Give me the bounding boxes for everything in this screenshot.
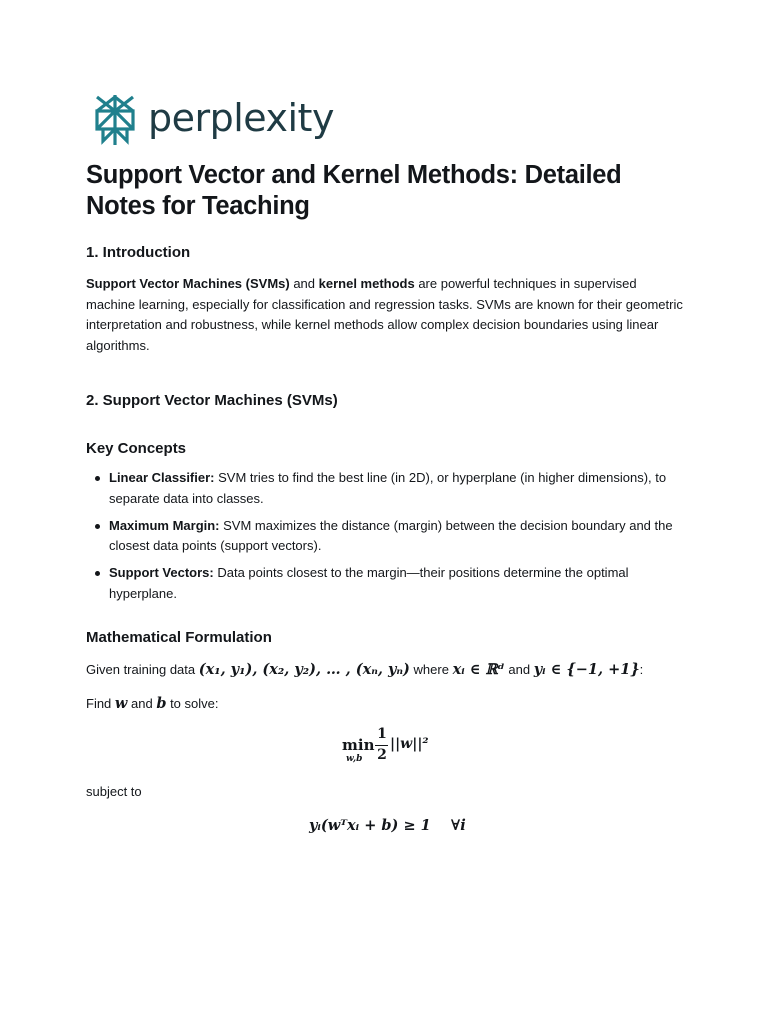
list-item-text: SVM tries to find the best line (in 2D), or hyperplane (in higher dimensions), to separate data into classes. <box>109 470 667 506</box>
w-symbol: w <box>114 695 128 712</box>
given-training-data-line <box>86 660 643 680</box>
fraction-numerator: 1 <box>377 726 387 742</box>
and-text: and <box>504 662 534 677</box>
x-domain-math: xᵢ ∈ ℝᵈ <box>452 661 505 678</box>
list-item <box>86 468 686 509</box>
min-operator: min <box>342 736 375 754</box>
key-concepts-list <box>86 468 686 611</box>
list-item <box>86 563 686 604</box>
subheading-key-concepts: Key Concepts <box>86 440 187 457</box>
find-and: and <box>127 696 157 711</box>
list-item-term: Support Vectors: <box>109 565 214 581</box>
where-text: where <box>409 662 453 677</box>
colon: : <box>639 662 644 677</box>
term-svms: Support Vector Machines (SVMs) <box>86 276 290 291</box>
objective-equation <box>342 726 452 770</box>
given-prefix: Given training data <box>86 662 199 677</box>
list-item <box>86 516 686 557</box>
intro-text-1: and <box>289 276 319 291</box>
section-heading-svms: 2. Support Vector Machines (SVMs) <box>86 392 338 409</box>
list-item-term: Maximum Margin: <box>109 517 220 533</box>
find-prefix: Find <box>86 696 115 711</box>
training-data-math: (x₁, y₁), (x₂, y₂), … , (xₙ, yₙ) <box>198 661 410 678</box>
find-line <box>86 694 218 714</box>
b-symbol: b <box>156 695 167 712</box>
constraint-equation: yᵢ(wᵀxᵢ + b) ≥ 1 ∀i <box>309 817 466 834</box>
intro-paragraph <box>86 274 686 356</box>
document-title: Support Vector and Kernel Methods: Detailed Notes for Teaching <box>86 161 622 220</box>
brand-name: perplexity <box>148 96 334 140</box>
intro-text-2: are powerful techniques in supervised machine learning, especially for classification and regression tasks. SVMs are known for their geometric interpretation and robustness, while kernel methods allow complex decision boundaries using linear algorithms. <box>86 276 683 353</box>
section-heading-introduction: 1. Introduction <box>86 244 191 261</box>
min-subscript: w,b <box>346 754 363 764</box>
fraction-denominator: 2 <box>377 747 387 763</box>
list-item-text: Data points closest to the margin—their positions determine the optimal hyperplane. <box>109 565 629 601</box>
subheading-mathematical-formulation: Mathematical Formulation <box>86 629 272 646</box>
norm-squared: ||w||² <box>390 736 429 752</box>
fraction-bar <box>375 745 388 746</box>
subject-to-text: subject to <box>86 784 142 799</box>
find-suffix: to solve: <box>166 696 219 711</box>
perplexity-logo <box>94 94 334 146</box>
term-kernel-methods: kernel methods <box>318 276 415 291</box>
list-item-text: SVM maximizes the distance (margin) between the decision boundary and the closest data points (support vectors). <box>109 517 673 554</box>
y-domain-math: yᵢ ∈ {−1, +1} <box>533 661 640 678</box>
perplexity-mark-icon <box>94 94 136 146</box>
list-item-term: Linear Classifier: <box>109 470 215 485</box>
